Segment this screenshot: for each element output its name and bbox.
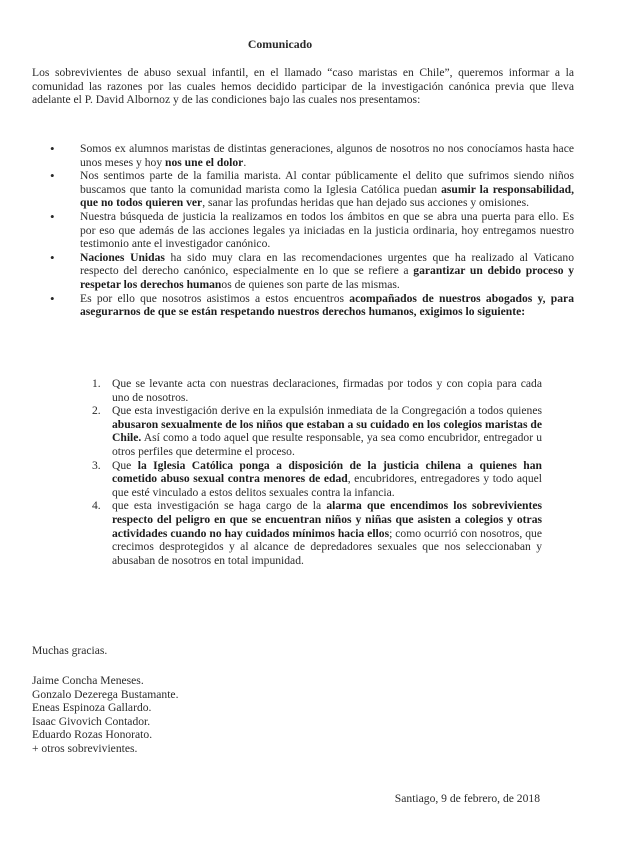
signatory: Jaime Concha Meneses. <box>32 674 144 687</box>
demand-item: 2. Que esta investigación derive en la expulsión inmediata de la Congregación a todos quienes abusaron sexualmente de los niños que estaban a su cuidado en los colegios maristas de Chile. Así como a todo aquel que resulte responsable, ya sea como encubridor, entregador u otros perfiles que determine el proceso. <box>92 404 542 458</box>
bullet-item: • Es por ello que nosotros asistimos a estos encuentros acompañados de nuestros abogados y, para asegurarnos de que se están respetando nuestros derechos humanos, exigimos lo siguiente: <box>80 292 574 319</box>
bullet-item: • Nuestra búsqueda de justicia la realizamos en todos los ámbitos en que se abra una puerta para ello. Es por eso que además de las acciones legales ya iniciadas en la justicia ordinaria, hoy entregamos nuestro testimonio ante el investigador canónico. <box>80 210 574 251</box>
signatory: + otros sobrevivientes. <box>32 741 138 755</box>
bullet-item: • Nos sentimos parte de la familia marista. Al contar públicamente el delito que sufrimos siendo niños buscamos que tanto la comunidad marista como la Iglesia Católica puedan asumir la responsabilidad, que no todos quieren ver, sanar las profundas heridas que han dejado sus acciones y omisiones. <box>80 169 574 210</box>
bullet-item: • Naciones Unidas ha sido muy clara en las recomendaciones urgentes que ha realizado al Vaticano respecto del derecho canónico, especialmente en lo que se refiere a garantizar un debido proceso y respetar los derechos humanos de quienes son parte de las mismas. <box>80 251 574 292</box>
signatory: Isaac Givovich Contador. <box>32 714 151 728</box>
demand-number: 4. <box>92 499 101 513</box>
intro-paragraph: Los sobrevivientes de abuso sexual infantil, en el llamado “caso maristas en Chile”, queremos informar a la comunidad las razones por las cuales hemos decidido participar de la investigación canónica previa que lleva adelante el P. David Albornoz y de las condiciones bajo las cuales nos presentamos: <box>32 66 574 107</box>
bullet-list <box>80 142 574 319</box>
signatory: Eneas Espinoza Gallardo. <box>32 701 152 715</box>
demand-item: 3. Que la Iglesia Católica ponga a disposición de la justicia chilena a quienes han cometido abuso sexual contra menores de edad, encubridores, entregadores y todo aquel que esté vinculado a estos delitos sexuales contra la infancia. <box>92 458 542 499</box>
demand-number: 1. <box>92 377 101 390</box>
demand-item: 1. Que se levante acta con nuestras declaraciones, firmadas por todos y con copia para cada uno de nosotros. <box>92 377 542 404</box>
signatory-list <box>32 674 178 756</box>
document-title: Comunicado <box>247 37 313 51</box>
signatory: Gonzalo Dezerega Bustamante. <box>32 687 179 701</box>
bullet-item: • Somos ex alumnos maristas de distintas generaciones, algunos de nosotros no nos conocíamos hasta hace unos meses y hoy nos une el dolor. <box>80 142 574 169</box>
demands-list <box>92 377 542 567</box>
demand-number: 3. <box>92 458 101 472</box>
demand-item: 4. que esta investigación se haga cargo de la alarma que encendimos los sobrevivientes respecto del peligro en que se encuentran niños y niñas que asisten a colegios y otras actividades cuando no hay cuidados mínimos hacia ellos; como ocurrió con nosotros, que crecimos desprotegidos y al alcance de depredadores sexuales que nos seleccionaban y abusaban de nosotros en total impunidad. <box>92 499 542 567</box>
document-date: Santiago, 9 de febrero, de 2018 <box>394 792 540 805</box>
signatory: Eduardo Rozas Honorato. <box>32 728 153 742</box>
demand-number: 2. <box>92 404 101 418</box>
closing-text: Muchas gracias. <box>32 644 108 657</box>
